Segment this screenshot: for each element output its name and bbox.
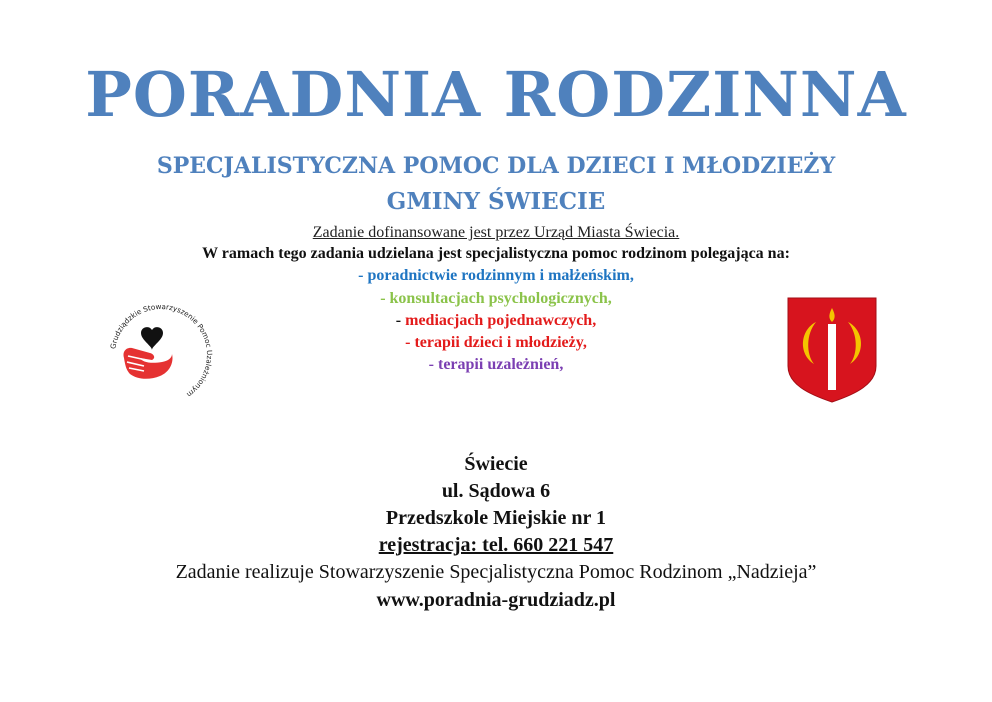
service-text: mediacjach pojednawczych, [405, 312, 597, 329]
logo-ring-text: Grudziądzkie Stowarzyszenie Pomoc Uzależnionym [108, 301, 215, 400]
association-logo [106, 300, 216, 410]
hand-heart-icon [123, 327, 172, 379]
service-dash: - [358, 267, 368, 284]
service-dash: - [395, 312, 406, 329]
subtitle-line-2: GMINY ŚWIECIE [386, 188, 606, 215]
swiecie-coat-of-arms-icon [786, 296, 878, 404]
website-link[interactable]: www.poradnia-grudziadz.pl [376, 589, 616, 611]
address-venue: Przedszkole Miejskie nr 1 [385, 507, 607, 529]
registration-phone: rejestracja: tel. 660 221 547 [378, 534, 614, 556]
subtitle-line-1: SPECJALISTYCZNA POMOC DLA DZIECI I MŁODZIEŻY [156, 153, 836, 179]
funding-note [0, 224, 992, 242]
service-text: poradnictwie rodzinnym i małżeńskim, [367, 267, 634, 284]
funding-text: dofinansowane jest przez Urząd Miasta Świecia. [368, 224, 680, 241]
service-dash: - [405, 334, 415, 351]
address-city: Świecie [464, 453, 528, 475]
service-dash: - [380, 290, 390, 307]
organizer-note: Zadanie realizuje Stowarzyszenie Specjalistyczna Pomoc Rodzinom „Nadzieja” [175, 561, 817, 583]
service-dash: - [428, 356, 438, 373]
page-title: PORADNIA RODZINNA [85, 58, 907, 131]
funding-prefix: Zadanie [312, 224, 369, 241]
service-text: konsultacjach psychologicznych, [389, 290, 612, 307]
service-text: terapii uzależnień, [438, 356, 564, 373]
services-intro: W ramach tego zadania udzielana jest specjalistyczna pomoc rodzinom polegająca na: [202, 245, 790, 262]
address-street: ul. Sądowa 6 [441, 480, 551, 502]
service-text: terapii dzieci i młodzieży, [414, 334, 587, 351]
service-item [0, 267, 992, 285]
